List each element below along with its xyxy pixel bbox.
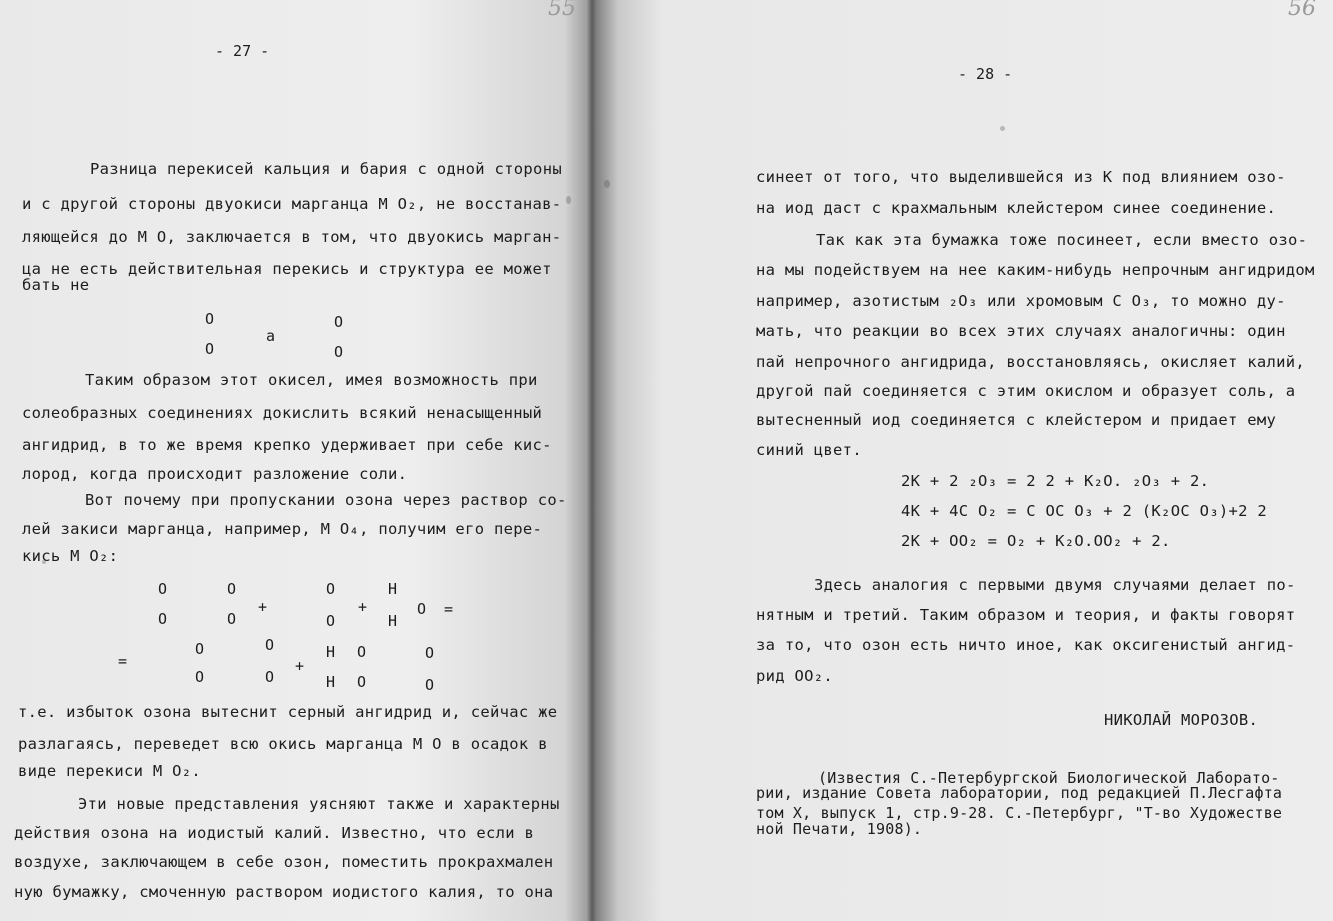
text-line: т.е. избыток озона вытеснит серный ангидрид и, сейчас же xyxy=(18,703,558,721)
text-line: и с другой стороны двуокиси марганца М О₂, не восстанав- xyxy=(22,195,562,213)
formula-atom: О xyxy=(417,600,427,618)
formula-atom: Н xyxy=(326,673,336,691)
ink-speck xyxy=(566,196,571,204)
text-line: виде перекиси М О₂. xyxy=(18,762,202,780)
text-line: кись М О₂: xyxy=(22,547,119,565)
text-line: синеет от того, что выделившейся из К под влиянием озо- xyxy=(756,168,1286,186)
formula-equals: = xyxy=(118,652,128,670)
page-number: - 28 - xyxy=(958,65,1013,83)
formula-atom: О xyxy=(227,580,237,598)
text-line: Так как эта бумажка тоже посинеет, если вместо озо- xyxy=(816,231,1308,249)
text-line: вытесненный иод соединяется с клейстером и придает ему xyxy=(756,411,1277,429)
text-line: Разница перекисей кальция и бария с одной стороны xyxy=(90,160,562,178)
formula-atom: Н xyxy=(326,643,336,661)
ink-speck xyxy=(604,180,610,188)
formula-atom: О xyxy=(158,580,168,598)
text-line: на мы подействуем на нее каким-нибудь непрочным ангидридом xyxy=(756,261,1315,279)
formula-atom: Н xyxy=(388,612,398,630)
archive-pencil-mark: 56 xyxy=(1288,0,1316,21)
text-line: солеобразных соединениях докислить всякий ненасыщенный xyxy=(22,404,543,422)
formula-atom: О xyxy=(357,673,367,691)
formula-equals: = xyxy=(444,600,454,618)
equation-line: 4К + 4С О₂ = С ОС О₃ + 2 (К₂ОС О₃)+2 2 xyxy=(901,502,1268,520)
text-line: Здесь аналогия с первыми двумя случаями делает по- xyxy=(814,576,1296,594)
formula-atom: О xyxy=(425,644,435,662)
left-page xyxy=(0,0,588,921)
reference-line: (Известия С.-Петербургской Биологической Лаборато- xyxy=(818,769,1280,787)
text-line: ца не есть действительная перекись и структура ее может xyxy=(22,260,552,278)
archive-pencil-mark: 55 xyxy=(548,0,576,21)
text-line: лей закиси марганца, например, М О₄, получим его пере- xyxy=(22,520,543,538)
formula-atom: О xyxy=(334,343,344,361)
text-line: на иод даст с крахмальным клейстером синее соединение. xyxy=(756,199,1277,217)
formula-atom: О xyxy=(205,340,215,358)
text-line: воздухе, заключающем в себе озон, поместить прокрахмален xyxy=(14,853,554,871)
ink-speck xyxy=(1000,126,1005,131)
text-line: пай непрочного ангидрида, восстановляясь, окисляет калий, xyxy=(756,353,1306,371)
text-line: Таким образом этот окисел, имея возможность при xyxy=(85,371,538,389)
text-line: мать, что реакции во всех этих случаях аналогичны: один xyxy=(756,322,1286,340)
formula-atom: О xyxy=(425,676,435,694)
formula-atom: О xyxy=(195,640,205,658)
reference-line: ной Печати, 1908). xyxy=(756,820,923,838)
formula-atom: О xyxy=(357,643,367,661)
text-line: бать не xyxy=(22,276,90,294)
formula-plus: + xyxy=(258,598,268,616)
formula-plus: + xyxy=(295,657,305,675)
formula-atom: О xyxy=(326,612,336,630)
formula-atom: О xyxy=(265,668,275,686)
formula-plus: + xyxy=(358,598,368,616)
text-line: лород, когда происходит разложение соли. xyxy=(22,465,408,483)
text-line: разлагаясь, переведет всю окись марганца М О в осадок в xyxy=(18,735,548,753)
text-line: ангидрид, в то же время крепко удерживает при себе кис- xyxy=(22,436,552,454)
text-line: действия озона на иодистый калий. Известно, что если в xyxy=(14,824,535,842)
formula-atom: О xyxy=(227,610,237,628)
text-line: ную бумажку, смоченную раствором иодистого калия, то она xyxy=(14,883,554,901)
ink-speck xyxy=(42,560,46,564)
formula-atom: О xyxy=(158,610,168,628)
right-page xyxy=(596,0,1333,921)
text-line: Эти новые представления уясняют также и характерны xyxy=(78,795,560,813)
text-line: нятным и третий. Таким образом и теория, и факты говорят xyxy=(756,606,1296,624)
text-line: синий цвет. xyxy=(756,441,862,459)
text-line: за то, что озон есть ничто иное, как оксигенистый ангид- xyxy=(756,636,1296,654)
text-line: Вот почему при пропускании озона через раствор со- xyxy=(85,491,567,509)
formula-atom: а xyxy=(266,327,276,345)
formula-atom: О xyxy=(265,636,275,654)
text-line: рид ОО₂. xyxy=(756,667,834,685)
equation-line: 2К + 2 ₂О₃ = 2 2 + К₂О. ₂О₃ + 2. xyxy=(901,472,1210,490)
formula-atom: О xyxy=(195,668,205,686)
equation-line: 2К + ОО₂ = О₂ + К₂О.ОО₂ + 2. xyxy=(901,532,1171,550)
reference-line: том Х, выпуск 1, стр.9-28. С.-Петербург, "Т-во Художестве xyxy=(756,804,1283,822)
text-line: например, азотистым ₂О₃ или хромовым С О₃, то можно ду- xyxy=(756,292,1286,310)
formula-atom: О xyxy=(326,580,336,598)
author-signature: НИКОЛАЙ МОРОЗОВ. xyxy=(1104,711,1259,729)
formula-atom: Н xyxy=(388,580,398,598)
formula-atom: О xyxy=(334,313,344,331)
text-line: другой пай соединяется с этим окислом и образует соль, а xyxy=(756,382,1296,400)
text-line: ляющейся до М О, заключается в том, что двуокись марган- xyxy=(22,228,562,246)
page-number: - 27 - xyxy=(215,42,270,60)
reference-line: рии, издание Совета лаборатории, под редакцией П.Лесгафта xyxy=(756,784,1283,802)
formula-atom: О xyxy=(205,310,215,328)
